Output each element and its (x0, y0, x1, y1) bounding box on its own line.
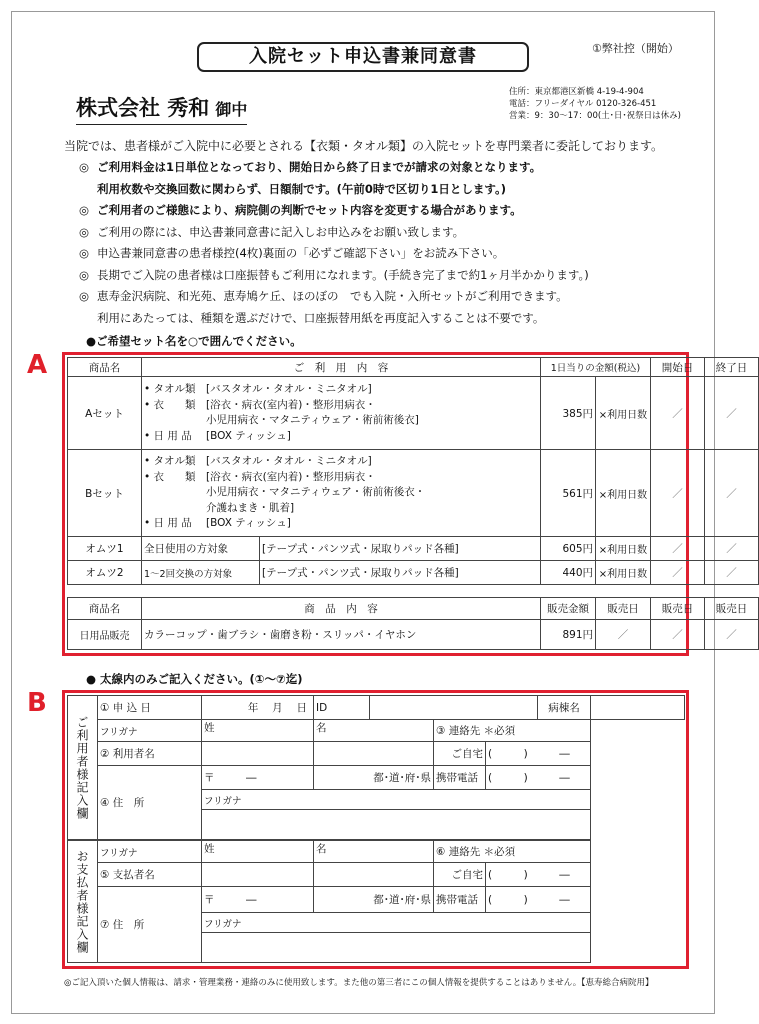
note-item: ◎ ご利用の際には、申込書兼同意書に記入しお申込みをお願い致します。 (79, 224, 465, 239)
mobile-phone-label: 携帯電話 (434, 887, 486, 913)
company-contact (509, 86, 681, 122)
user-mei-field[interactable]: 名 (314, 720, 434, 742)
omutsu-row-2[interactable] (68, 561, 759, 585)
col-contents: 商 品 内 容 (142, 598, 541, 620)
contact-label: ⑥ 連絡先 ＊必須 (434, 841, 591, 863)
payer-address-label: ⑦ 住 所 (98, 887, 202, 963)
set-name[interactable]: Aセット (68, 377, 142, 450)
start-date-field[interactable]: ／ (651, 377, 705, 450)
omutsu-target: 1〜2回交換の方対象 (142, 561, 260, 585)
set-row-b[interactable] (68, 450, 759, 537)
mobile-phone-label: 携帯電話 (434, 766, 486, 790)
sales-row[interactable] (68, 620, 759, 650)
home-phone-field[interactable]: ( ) ― (486, 742, 591, 766)
user-address-field[interactable] (202, 810, 591, 840)
start-date-field[interactable]: ／ (651, 561, 705, 585)
set-price: 440円 (541, 561, 596, 585)
mobile-phone-field[interactable]: ( ) ― (486, 766, 591, 790)
payer-postal-field[interactable]: 〒 ― (202, 887, 314, 913)
set-table (67, 357, 759, 585)
set-price: 605円 (541, 537, 596, 561)
sold-date-field[interactable]: ／ (651, 620, 705, 650)
notes-list (79, 157, 589, 329)
payer-addr-row (68, 887, 685, 913)
apply-date-row (68, 696, 685, 720)
set-table-header (68, 358, 759, 377)
col-start: 開始日 (651, 358, 705, 377)
payer-name-sei-field[interactable] (202, 863, 314, 887)
company-name (76, 92, 247, 125)
contact-label: ③ 連絡先 ＊必須 (434, 720, 591, 742)
col-contents: ご 利 用 内 容 (142, 358, 541, 377)
payer-mei-field[interactable]: 名 (314, 841, 434, 863)
section-a-heading: ●ご希望セット名を○で囲んでください。 (86, 334, 302, 348)
col-product: 商品名 (68, 358, 142, 377)
user-addr-row (68, 766, 685, 790)
end-date-field[interactable]: ／ (705, 537, 759, 561)
home-phone-field[interactable]: ( ) ― (486, 863, 591, 887)
furigana-label: フリガナ (98, 720, 202, 742)
section-b-label: B (27, 688, 47, 718)
payer-address-field[interactable] (202, 933, 591, 963)
omutsu-desc: [テープ式・パンツ式・尿取りパッド各種] (260, 561, 541, 585)
company-suffix: 御中 (215, 100, 248, 119)
privacy-footer: ◎ご記入頂いた個人情報は、請求・管理業務・連絡のみに使用致します。また他の第三者にこの個人情報を提供することはありません。【恵寿総合病院用】 (64, 978, 654, 988)
payer-pref-field[interactable]: 都･道･府･県 (314, 887, 434, 913)
payer-sei-field[interactable]: 姓 (202, 841, 314, 863)
section-a-label: A (27, 350, 48, 380)
company-address: 住所：東京都港区新橋 4-19-4-904 (509, 87, 644, 97)
set-name[interactable]: Bセット (68, 450, 142, 537)
set-contents: • タオル類 [バスタオル・タオル・ミニタオル] • 衣 類 [浴衣・病衣(室内着)・整形用病衣・ 小児用病衣・マタニティウェア・術前術後衣・ 介護ねまき・肌着] • 日 用 品 [BOX ティッシュ] (142, 450, 541, 537)
user-sei-field[interactable]: 姓 (202, 720, 314, 742)
user-name-label: ② 利用者名 (98, 742, 202, 766)
user-address-label: ④ 住 所 (98, 766, 202, 840)
sales-price: 891円 (541, 620, 596, 650)
col-sale-price: 販売金額 (541, 598, 596, 620)
ward-label: 病棟名 (538, 696, 591, 720)
set-price: 385円 (541, 377, 596, 450)
note-item: ◎ ご利用料金は1日単位となっており、開始日から終了日までが請求の対象となります。 (79, 160, 542, 174)
home-phone-label: ご自宅 (434, 863, 486, 887)
note-item-cont: 利用枚数や交換回数に関わらず、日額制です。(午前0時で区切り1日とします。) (97, 181, 507, 196)
company-hours: 営業：9：30〜17：00(土･日･祝祭日は休み) (509, 111, 681, 121)
omutsu-target: 全日使用の方対象 (142, 537, 260, 561)
home-phone-label: ご自宅 (434, 742, 486, 766)
note-item: ◎ 恵寿金沢病院、和光苑、恵寿鳩ケ丘、ほのぼの でも入院・入所セットがご利用できます。 (79, 289, 568, 303)
copy-note: ①弊社控（開始） (592, 42, 679, 55)
col-sold-date: 販売日 (705, 598, 759, 620)
note-item-cont: 利用にあたっては、種類を選ぶだけで、口座振替用紙を再度記入することは不要です。 (97, 310, 545, 325)
user-address-furigana[interactable]: フリガナ (202, 790, 591, 810)
applicant-table (67, 695, 685, 840)
user-name-row (68, 742, 685, 766)
note-item: ◎ ご利用者のご様態により、病院側の判断でセット内容を変更する場合があります。 (79, 203, 522, 217)
set-name[interactable]: オムツ2 (68, 561, 142, 585)
start-date-field[interactable]: ／ (651, 450, 705, 537)
set-name[interactable]: オムツ1 (68, 537, 142, 561)
payer-table (67, 840, 685, 963)
intro-text: 当院では、患者様がご入院中に必要とされる【衣類・タオル類】の入院セットを専門業者に委託しております。 (64, 139, 664, 153)
payer-name-row (68, 863, 685, 887)
payer-address-furigana[interactable]: フリガナ (202, 913, 591, 933)
payer-block-label: お支払者様記入欄 (68, 841, 98, 963)
end-date-field[interactable]: ／ (705, 561, 759, 585)
id-field[interactable] (370, 696, 538, 720)
user-postal-field[interactable]: 〒 ― (202, 766, 314, 790)
set-unit: ×利用日数 (596, 377, 651, 450)
user-name-sei-field[interactable] (202, 742, 314, 766)
start-date-field[interactable]: ／ (651, 537, 705, 561)
sales-desc: カラーコップ・歯ブラシ・歯磨き粉・スリッパ・イヤホン (142, 620, 541, 650)
note-item: ◎ 申込書兼同意書の患者様控(4枚)裏面の「必ずご確認下さい」をお読み下さい。 (79, 246, 505, 260)
sold-date-field[interactable]: ／ (705, 620, 759, 650)
end-date-field[interactable]: ／ (705, 377, 759, 450)
sold-date-field[interactable]: ／ (596, 620, 651, 650)
page-title: 入院セット申込書兼同意書 (197, 42, 529, 72)
col-product: 商品名 (68, 598, 142, 620)
id-label: ID (314, 696, 370, 720)
payer-name-label: ⑤ 支払者名 (98, 863, 202, 887)
sales-table (67, 597, 759, 650)
col-sold-date: 販売日 (596, 598, 651, 620)
omutsu-row-1[interactable] (68, 537, 759, 561)
user-pref-field[interactable]: 都･道･府･県 (314, 766, 434, 790)
user-furigana-row (68, 720, 685, 742)
company-phone: 電話：フリーダイヤル 0120-326-451 (509, 99, 657, 109)
set-unit: ×利用日数 (596, 450, 651, 537)
end-date-field[interactable]: ／ (705, 450, 759, 537)
furigana-label: フリガナ (98, 841, 202, 863)
sales-name[interactable]: 日用品販売 (68, 620, 142, 650)
mobile-phone-field[interactable]: ( ) ― (486, 887, 591, 913)
col-sold-date: 販売日 (651, 598, 705, 620)
col-end: 終了日 (705, 358, 759, 377)
company-name-text: 株式会社 秀和 (76, 96, 210, 120)
payer-name-mei-field[interactable] (314, 863, 434, 887)
omutsu-desc: [テープ式・パンツ式・尿取りパッド各種] (260, 537, 541, 561)
set-row-a[interactable] (68, 377, 759, 450)
note-item: ◎ 長期でご入院の患者様は口座振替もご利用になれます。(手続き完了まで約1ヶ月半かかります。) (79, 267, 589, 282)
ward-field[interactable] (591, 696, 685, 720)
user-name-mei-field[interactable] (314, 742, 434, 766)
set-unit: ×利用日数 (596, 537, 651, 561)
apply-date-field[interactable]: 年 月 日 (202, 696, 314, 720)
payer-furigana-row (68, 841, 685, 863)
sales-table-header (68, 598, 759, 620)
col-price: 1日当りの金額(税込) (541, 358, 651, 377)
set-price: 561円 (541, 450, 596, 537)
section-b-heading: ● 太線内のみご記入ください。(①〜⑦迄) (86, 672, 303, 686)
set-unit: ×利用日数 (596, 561, 651, 585)
set-contents: • タオル類 [バスタオル・タオル・ミニタオル] • 衣 類 [浴衣・病衣(室内着)・整形用病衣・ 小児用病衣・マタニティウェア・術前術後衣] • 日 用 品 [BOX ティッシュ] (142, 377, 541, 450)
user-block-label: ご利用者様記入欄 (68, 696, 98, 840)
apply-date-label: ① 申 込 日 (98, 696, 202, 720)
